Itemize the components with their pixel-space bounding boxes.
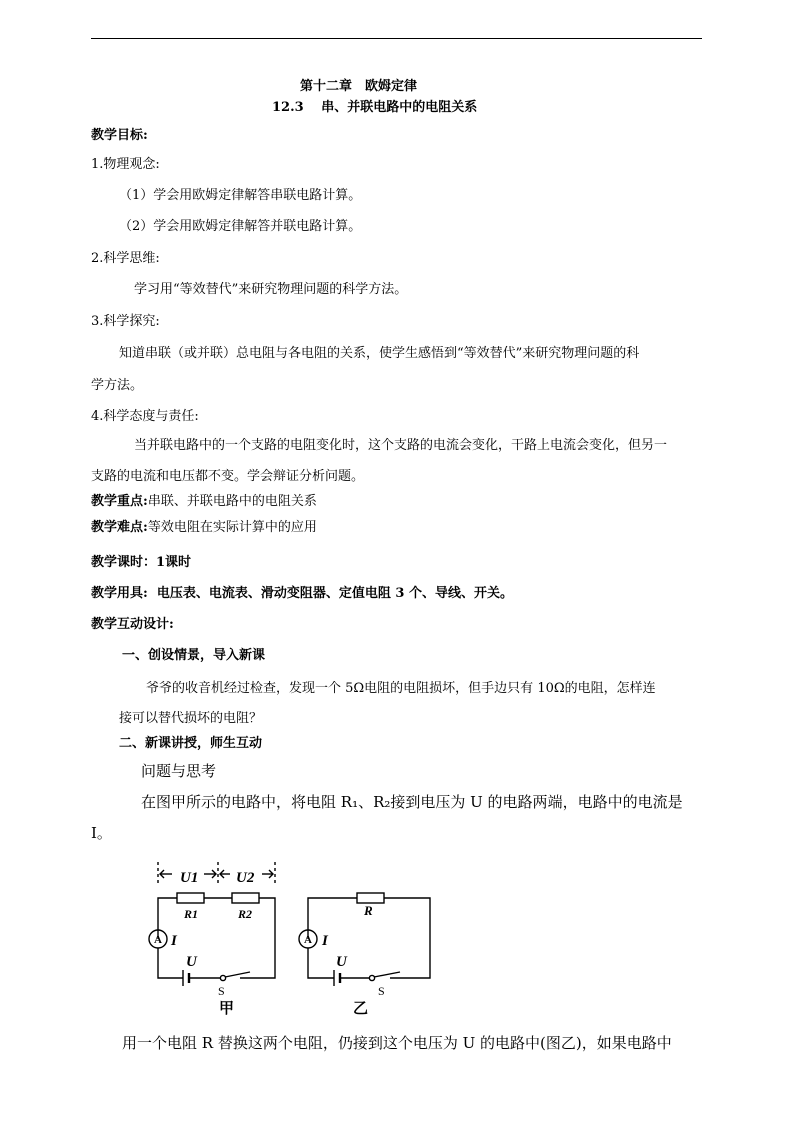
right-switch-pivot: [369, 975, 374, 980]
caption-yi: 乙: [353, 1001, 369, 1017]
objective-2-text: 学习用“等效替代”来研究物理问题的科学方法。: [134, 282, 408, 297]
paragraph2-line1: 用一个电阻 R 替换这两个电阻，仍接到这个电压为 U 的电路中(图乙)，如果电路中: [122, 1034, 672, 1052]
resistor-r2: [232, 893, 259, 903]
right-wire-bottom-left: [308, 948, 334, 978]
design-label: 教学互动设计:: [91, 617, 174, 632]
left-switch-blade: [225, 972, 250, 977]
objective-4-title: 4.科学态度与责任:: [91, 409, 199, 424]
label-right-current: I: [322, 933, 328, 949]
right-ammeter-label: A: [304, 934, 312, 946]
objective-2-title: 2.科学思维:: [91, 251, 160, 266]
part1-line2: 接可以替代损坏的电阻？: [119, 711, 263, 726]
paragraph-line1: 在图甲所示的电路中，将电阻 R₁、R₂接到电压为 U 的电路两端，电路中的电流是: [141, 793, 683, 811]
chapter-title: 第十二章 欧姆定律: [300, 79, 418, 94]
difficulty-line: [91, 520, 317, 536]
focus-line: [91, 494, 317, 510]
tools-line: [91, 586, 513, 602]
objective-4-text-line1: 当并联电路中的一个支路的电阻变化时，这个支路的电流会变化，干路上电流会变化，但另一: [134, 438, 668, 453]
left-wire-bottom-left: [158, 948, 183, 978]
tools-label: 教学用具:: [91, 586, 148, 601]
circuit-figure: [140, 858, 450, 1018]
label-u1: U1: [180, 870, 199, 886]
right-switch-blade: [374, 972, 400, 977]
objective-3-text-line2: 学方法。: [91, 378, 144, 393]
left-ammeter-label: A: [154, 934, 162, 946]
section-title: 12.3 串、并联电路中的电阻关系: [272, 100, 478, 115]
objective-4-text-line2: 支路的电流和电压都不变。学会辩证分析问题。: [91, 469, 365, 484]
difficulty-label: 教学难点:: [91, 520, 148, 535]
label-r: R: [364, 903, 373, 918]
focus-label: 教学重点:: [91, 494, 148, 509]
difficulty-text: 等效电阻在实际计算中的应用: [147, 520, 317, 535]
objectives-label: 教学目标:: [91, 128, 148, 143]
label-left-voltage: U: [186, 954, 197, 970]
paragraph-line2: I。: [91, 824, 112, 842]
hours-line: 教学课时：1课时: [91, 555, 192, 570]
objective-1-sub2: （2）学会用欧姆定律解答并联电路计算。: [119, 219, 362, 234]
part1-title: 一、创设情景，导入新课: [122, 648, 266, 663]
objective-1-title: 1.物理观念:: [91, 157, 160, 172]
left-switch-label: S: [218, 984, 225, 998]
right-wire-right: [384, 898, 430, 978]
resistor-r: [357, 893, 384, 903]
tools-text: 电压表、电流表、滑动变阻器、定值电阻 3 个、导线、开关。: [156, 586, 513, 601]
resistor-r1: [177, 893, 204, 903]
objective-3-text-line1: 知道串联（或并联）总电阻与各电阻的关系，使学生感悟到“等效替代”来研究物理问题的科: [119, 346, 640, 361]
label-u2: U2: [236, 870, 255, 886]
label-left-current: I: [171, 933, 177, 949]
objective-1-sub1: （1）学会用欧姆定律解答串联电路计算。: [119, 188, 362, 203]
focus-text: 串联、并联电路中的电阻关系: [147, 494, 317, 509]
part2-title: 二、新课讲授，师生互动: [119, 736, 263, 751]
caption-jia: 甲: [219, 1001, 235, 1017]
header-rule: [91, 38, 702, 39]
right-switch-label: S: [378, 984, 385, 998]
label-right-voltage: U: [336, 954, 347, 970]
part1-line1: 爷爷的收音机经过检查，发现一个 5Ω电阻的电阻损坏，但手边只有 10Ω的电阻，怎样连: [146, 681, 656, 696]
label-r2: R2: [238, 907, 253, 921]
objective-3-title: 3.科学探究:: [91, 314, 160, 329]
label-r1: R1: [184, 907, 199, 921]
question-heading: 问题与思考: [141, 762, 217, 780]
left-switch-pivot: [220, 975, 225, 980]
